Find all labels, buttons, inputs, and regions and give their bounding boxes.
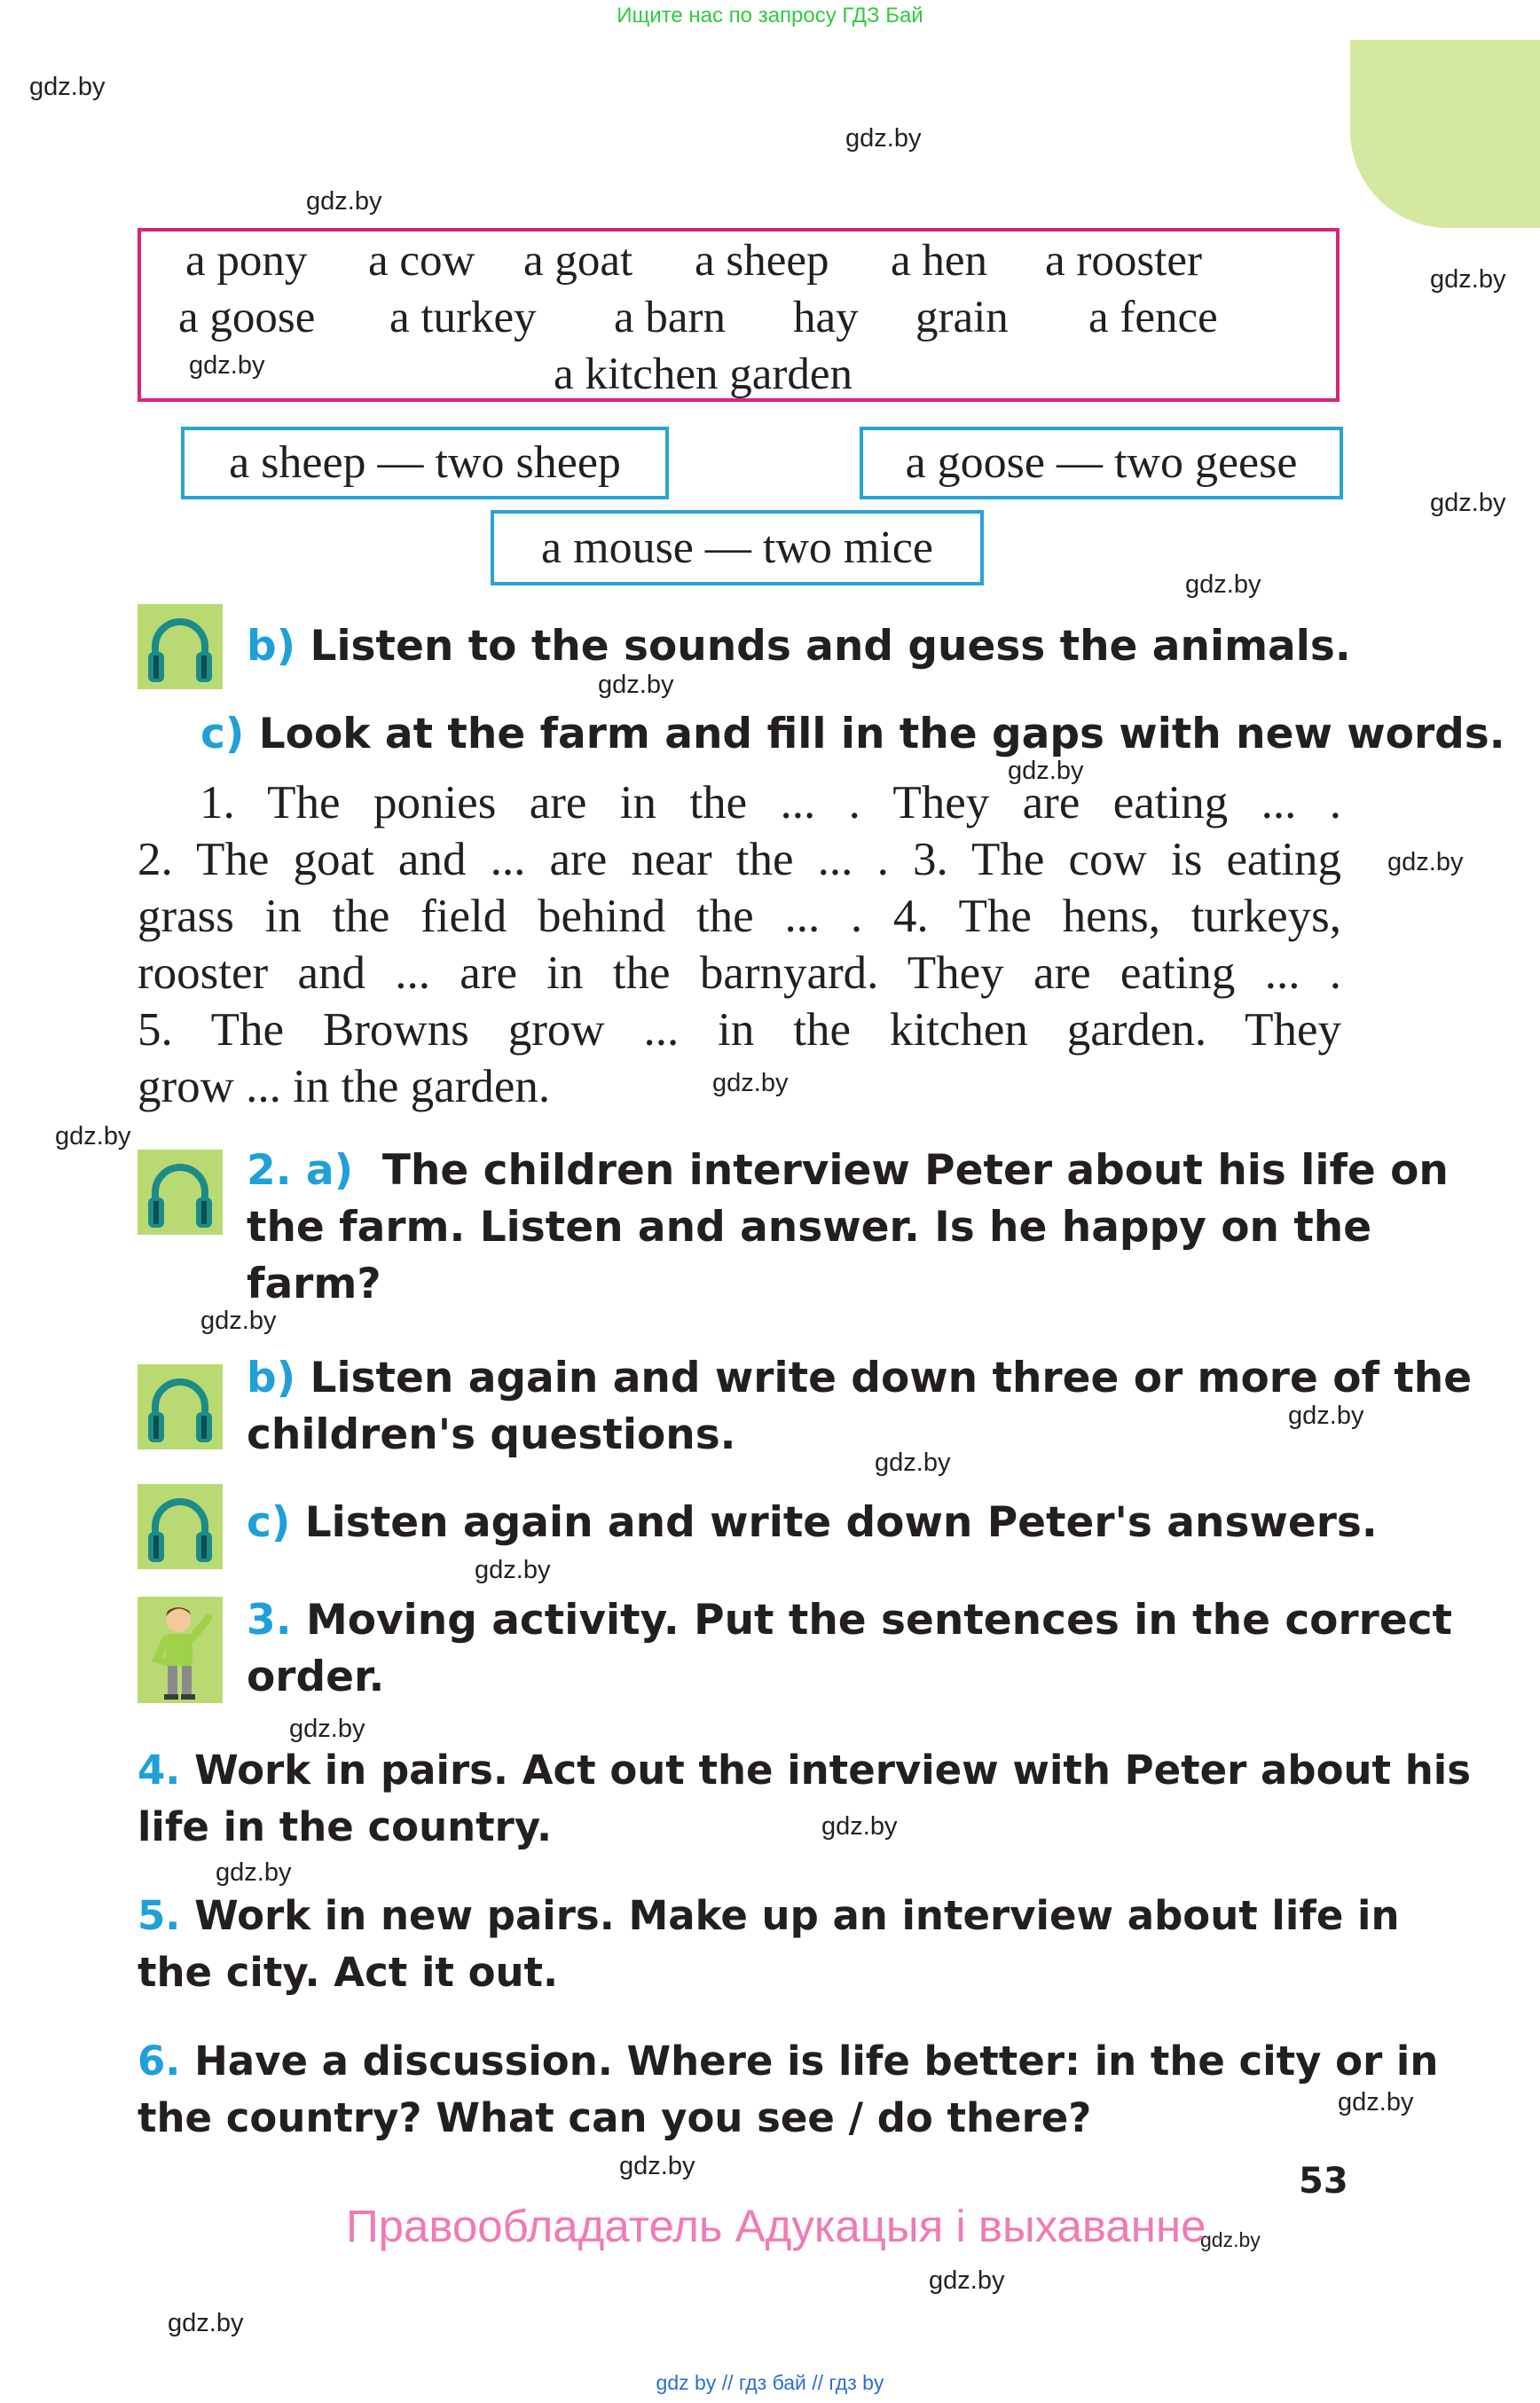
headphones-icon <box>138 1484 223 1569</box>
text-line: rooster and ... are in the barnyard. They are eating ... . <box>138 947 1341 999</box>
task-number: 6. <box>138 2038 181 2085</box>
task-text: Listen again and write down Peter's answers. <box>304 1498 1378 1547</box>
watermark: gdz.by <box>289 1715 365 1743</box>
watermark: gdz.by <box>475 1556 551 1584</box>
gap-fill-text <box>138 774 1341 1115</box>
watermark: gdz.by <box>55 1122 131 1150</box>
watermark: gdz.by <box>845 124 922 153</box>
task-2a <box>247 1143 1449 1313</box>
watermark: gdz.by <box>1185 570 1261 599</box>
vocab-word: a turkey <box>389 293 537 342</box>
task-text: Listen to the sounds and guess the animals. <box>310 622 1351 671</box>
task-text: Work in pairs. Act out the interview with Peter about his <box>194 1747 1471 1794</box>
vocab-word: a fence <box>1088 293 1218 342</box>
watermark: gdz.by <box>200 1307 277 1335</box>
task-text: The children interview Peter about his life on <box>381 1146 1449 1195</box>
task-number: c) <box>247 1498 291 1547</box>
plural-box-sheep: a sheep — two sheep <box>181 427 669 499</box>
task-number: c) <box>200 710 245 758</box>
watermark: gdz.by <box>821 1812 898 1841</box>
vocab-word: a hen <box>891 236 988 286</box>
watermark: gdz.by <box>1387 848 1464 876</box>
task-number: 3. <box>247 1596 292 1645</box>
task-5 <box>138 1888 1400 2001</box>
vocab-word: a goat <box>523 236 633 286</box>
headphones-icon <box>138 1364 223 1449</box>
task-number: 2. a) <box>247 1146 354 1195</box>
vocab-word: hay <box>793 293 859 342</box>
page-number: 53 <box>1299 2161 1348 2202</box>
vocabulary-box <box>138 228 1340 402</box>
page-corner-tab <box>1350 40 1540 228</box>
task-text: life in the country. <box>138 1803 553 1850</box>
headphones-icon <box>138 1150 223 1235</box>
task-text: the city. Act it out. <box>138 1949 559 1996</box>
watermark: gdz.by <box>306 187 382 216</box>
watermark: gdz.by <box>1288 1402 1364 1430</box>
text-line: 5. The Browns grow ... in the kitchen garden. They <box>138 1004 1341 1056</box>
vocab-word: a rooster <box>1045 236 1203 286</box>
text-line: 1. The ponies are in the ... . They are eating ... . <box>200 777 1341 828</box>
vocab-word: a barn <box>614 293 727 342</box>
task-number: b) <box>247 1354 296 1402</box>
task-2b <box>247 1350 1473 1464</box>
watermark: gdz.by <box>1338 2088 1414 2116</box>
task-3 <box>247 1592 1453 1706</box>
watermark: gdz.by <box>1200 2228 1261 2251</box>
task-number: 5. <box>138 1892 181 1939</box>
watermark: gdz.by <box>619 2152 695 2180</box>
headphones-icon <box>138 604 223 689</box>
task-text: Listen again and write down three or more of the <box>310 1354 1473 1402</box>
task-text: the farm. Listen and answer. Is he happy on the <box>247 1203 1372 1252</box>
task-text: Have a discussion. Where is life better: in the city or in <box>194 2038 1439 2085</box>
watermark: gdz.by <box>189 351 265 380</box>
watermark: gdz.by <box>168 2309 244 2337</box>
text-line: 2. The goat and ... are near the ... . 3. The cow is eating <box>138 834 1341 885</box>
vocab-word: a kitchen garden <box>554 349 853 399</box>
footer-links[interactable]: gdz by // гдз бай // гдз by <box>656 2371 884 2394</box>
task-text: children's questions. <box>247 1410 736 1459</box>
top-search-note: Ищите нас по запросу ГДЗ Бай <box>617 4 923 27</box>
watermark: gdz.by <box>875 1449 951 1477</box>
task-text: Look at the farm and fill in the gaps with new words. <box>258 710 1505 758</box>
task-2c <box>247 1495 1378 1551</box>
moving-boy-icon <box>138 1597 223 1703</box>
rights-holder-note: Правообладатель Адукацыя і выхаванне <box>346 2201 1206 2251</box>
task-number: b) <box>247 622 296 671</box>
vocab-word: a pony <box>185 236 308 286</box>
plural-box-goose: a goose — two geese <box>860 427 1343 499</box>
text-line: grass in the field behind the ... . 4. The hens, turkeys, <box>138 891 1341 942</box>
watermark: gdz.by <box>1430 265 1506 294</box>
watermark: gdz.by <box>712 1069 789 1097</box>
watermark: gdz.by <box>598 671 674 699</box>
watermark: gdz.by <box>1008 757 1084 785</box>
vocab-word: a cow <box>368 236 475 286</box>
plural-box-mouse: a mouse — two mice <box>491 510 984 585</box>
task-text: Moving activity. Put the sentences in the correct <box>305 1596 1453 1645</box>
vocab-word: grain <box>915 293 1009 342</box>
task-1c <box>200 706 1505 763</box>
task-text: farm? <box>247 1260 381 1308</box>
watermark: gdz.by <box>929 2266 1005 2295</box>
task-4 <box>138 1742 1471 1856</box>
task-number: 4. <box>138 1747 181 1794</box>
watermark: gdz.by <box>1430 489 1506 517</box>
task-text: the country? What can you see / do there? <box>138 2094 1092 2141</box>
task-text: order. <box>247 1653 385 1701</box>
watermark: gdz.by <box>29 73 106 101</box>
vocab-word: a goose <box>178 293 316 342</box>
text-line: grow ... in the garden. <box>138 1061 551 1112</box>
vocab-word: a sheep <box>695 236 829 286</box>
task-text: Work in new pairs. Make up an interview about life in <box>194 1892 1400 1939</box>
task-1b <box>247 618 1351 675</box>
watermark: gdz.by <box>216 1858 292 1887</box>
